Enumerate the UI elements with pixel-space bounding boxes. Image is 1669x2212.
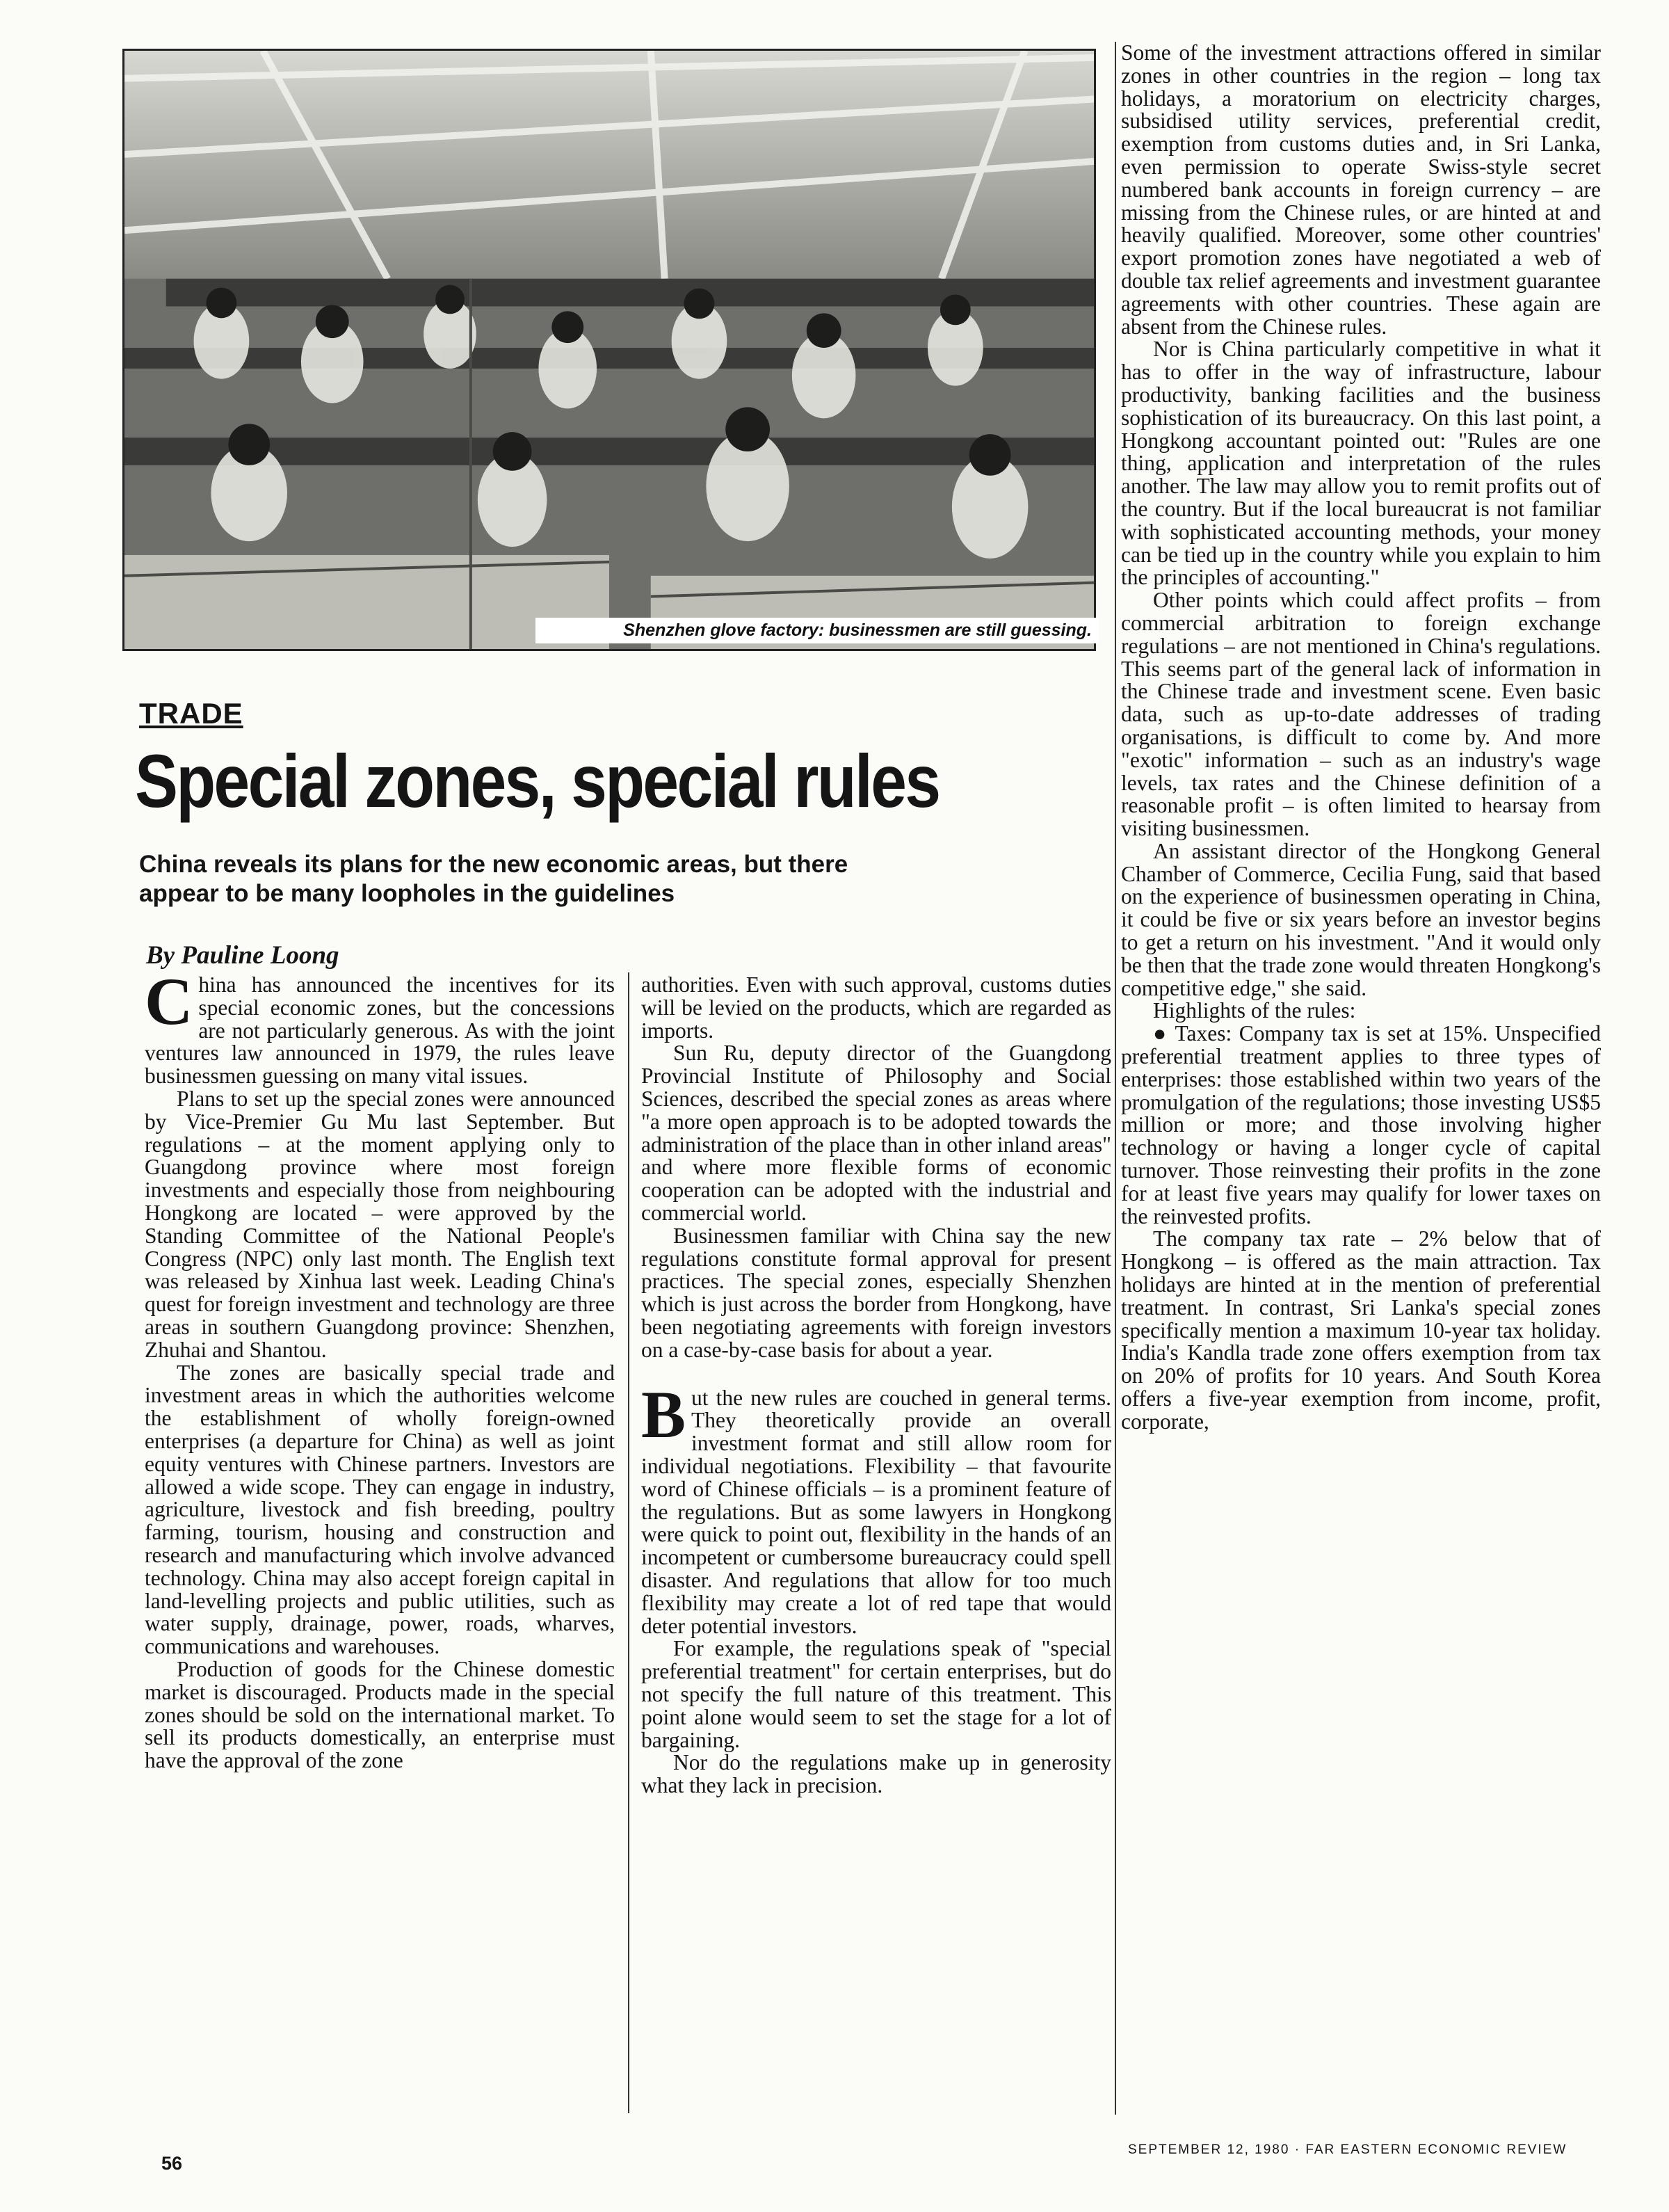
paragraph: Sun Ru, deputy director of the Guangdong Provincial Institute of Philosophy and Social Sciences, described the special zones as areas where "a more open approach is to be adopted towards the administration of the place than in other inland areas" and where more flexible forms of economic cooperation can be adopted with the industrial and commercial world. [641,1041,1111,1225]
column-rule [628,972,629,2113]
paragraph: Production of goods for the Chinese domestic market is discouraged. Products made in the special zones should be sold on the international market. To sell its products domestically, an enterprise must have the approval of the zone [145,1656,615,1773]
paragraph-text: hina has announced the incentives for its special economic zones, but the concessions are not particularly generous. As with the joint ventures law announced in 1979, the rules leave businessmen guessing on many vital issues. [145,972,615,1089]
issue-dateline: SEPTEMBER 12, 1980 · FAR EASTERN ECONOMIC REVIEW [1128,2142,1567,2157]
article-column-1 [145,964,615,1773]
article-column-3 [1121,42,1601,1434]
factory-photo-image [124,51,1094,649]
standfirst: China reveals its plans for the new economic areas, but there appear to be many loopholes in the guidelines [139,851,848,907]
paragraph: For example, the regulations speak of "special preferential treatment" for certain enterprises, but do not specify the full nature of this treatment. This point alone would seem to set the stage for a lot of bargaining. [641,1636,1111,1752]
paragraph [145,964,615,1089]
paragraph: Some of the investment attractions offered in similar zones in other countries in the region – long tax holidays, a moratorium on electricity charges, subsidised utility services, preferential credit, exemption from customs duties and, in Sri Lanka, even permission to operate Swiss-style secret numbered bank accounts in foreign currency – are missing from the Chinese rules, or are hinted at and heavily qualified. Moreover, some other countries' export promotion zones have negotiated a web of double tax relief agreements and investment guarantee agreements with other countries. These again are absent from the Chinese rules. [1121,40,1601,339]
paragraph: Businessmen familiar with China say the new regulations constitute formal approval for present practices. The special zones, especially Shenzhen which is just across the border from Hongkong, have been negotiating agreements with foreign investors on a case-by-case basis for about a year. [641,1223,1111,1362]
article-column-2 [641,974,1111,1797]
headline: Special zones, special rules [135,739,940,823]
photo-caption: Shenzhen glove factory: businessmen are still guessing. [535,618,1099,643]
byline: By Pauline Loong [146,941,339,970]
paragraph: Nor do the regulations make up in generosity what they lack in precision. [641,1750,1111,1798]
column-rule [1115,42,1116,2115]
paragraph: The company tax rate – 2% below that of Hongkong – is offered as the main attraction. Tax holidays are hinted at in the mention of preferential treatment. In contrast, Sri Lanka's special zones specifically mention a maximum 10-year tax holiday. India's Kandla trade zone offers exemption from tax on 20% of profits for 10 years. And South Korea offers a five-year exemption from income, profit, corporate, [1121,1226,1601,1434]
paragraph: Other points which could affect profits – from commercial arbitration to foreign exchange regulations – are not mentioned in China's regulations. This seems part of the general lack of information in the Chinese trade and investment scene. Even basic data, such as up-to-date addresses of trading organisations, is difficult to come by. And more "exotic" information – such as an industry's wage levels, tax rates and the Chinese definition of a reasonable profit – is often limited to hearsay from visiting businessmen. [1121,588,1601,841]
paragraph-text: ut the new rules are couched in general terms. They theoretically provide an overall investment format and still allow room for individual negotiations. Flexibility – that favourite word of Chinese officials – is a prominent feature of the regulations. But as some lawyers in Hongkong were quick to point out, flexibility in the hands of an incompetent or cumbersome bureaucracy could spell disaster. And regulations that allow for too much flexibility may create a lot of red tape that would deter potential investors. [641,1385,1111,1638]
drop-cap: B [641,1377,686,1452]
paragraph: Highlights of the rules: [1153,998,1356,1023]
paragraph: An assistant director of the Hongkong General Chamber of Commerce, Cecilia Fung, said that based on the experience of businessmen operating in China, it could be five or six years before an investor begins to get a return on his investment. "And it would only be then that the trade zone would threaten Hongkong's competitive edge," she said. [1121,838,1601,1000]
paragraph: ● Taxes: Company tax is set at 15%. Unspecified preferential treatment applies to three types of enterprises: those established within two years of the promulgation of the regulations; those investing US$5 million or more; and those involving higher technology or having a longer cycle of capital turnover. Those reinvesting their profits in the zone for at least five years may qualify for lower taxes on the reinvested profits. [1121,1021,1601,1228]
factory-photo [122,49,1096,651]
paragraph: authorities. Even with such approval, customs duties will be levied on the products, which are regarded as imports. [641,972,1111,1043]
drop-cap: C [145,964,193,1039]
paragraph [641,1377,1111,1638]
paragraph: The zones are basically special trade and investment areas in which the authorities welcome the establishment of wholly foreign-owned enterprises (a departure for China) as well as joint equity ventures with Chinese partners. Investors are allowed a wide scope. They can engage in industry, agriculture, livestock and fish breeding, poultry farming, tourism, housing and construction and research and manufacturing which involve advanced technology. China may also accept foreign capital in land-levelling projects and public utilities, such as water supply, drainage, power, roads, wharves, communications and warehouses. [145,1360,615,1659]
paragraph: Plans to set up the special zones were announced by Vice-Premier Gu Mu last September. But regulations – at the moment applying only to Guangdong province where most foreign investments and especially those from neighbouring Hongkong are located – were approved by the Standing Committee of the National People's Congress (NPC) only last month. The English text was released by Xinhua last week. Leading China's quest for foreign investment and technology are three areas in southern Guangdong province: Shenzhen, Zhuhai and Shantou. [145,1086,615,1362]
page-number: 56 [161,2153,183,2174]
section-label: TRADE [139,697,243,730]
paragraph: Nor is China particularly competitive in what it has to offer in the way of infrastructure, labour productivity, banking facilities and the business sophistication of its bureaucracy. On this last point, a Hongkong accountant pointed out: "Rules are one thing, application and interpretation of the rules another. The law may allow you to remit profits out of the country. But if the local bureaucrat is not familiar with sophisticated accounting methods, your money can be tied up in the country while you explain to him the principles of accounting." [1121,337,1601,590]
